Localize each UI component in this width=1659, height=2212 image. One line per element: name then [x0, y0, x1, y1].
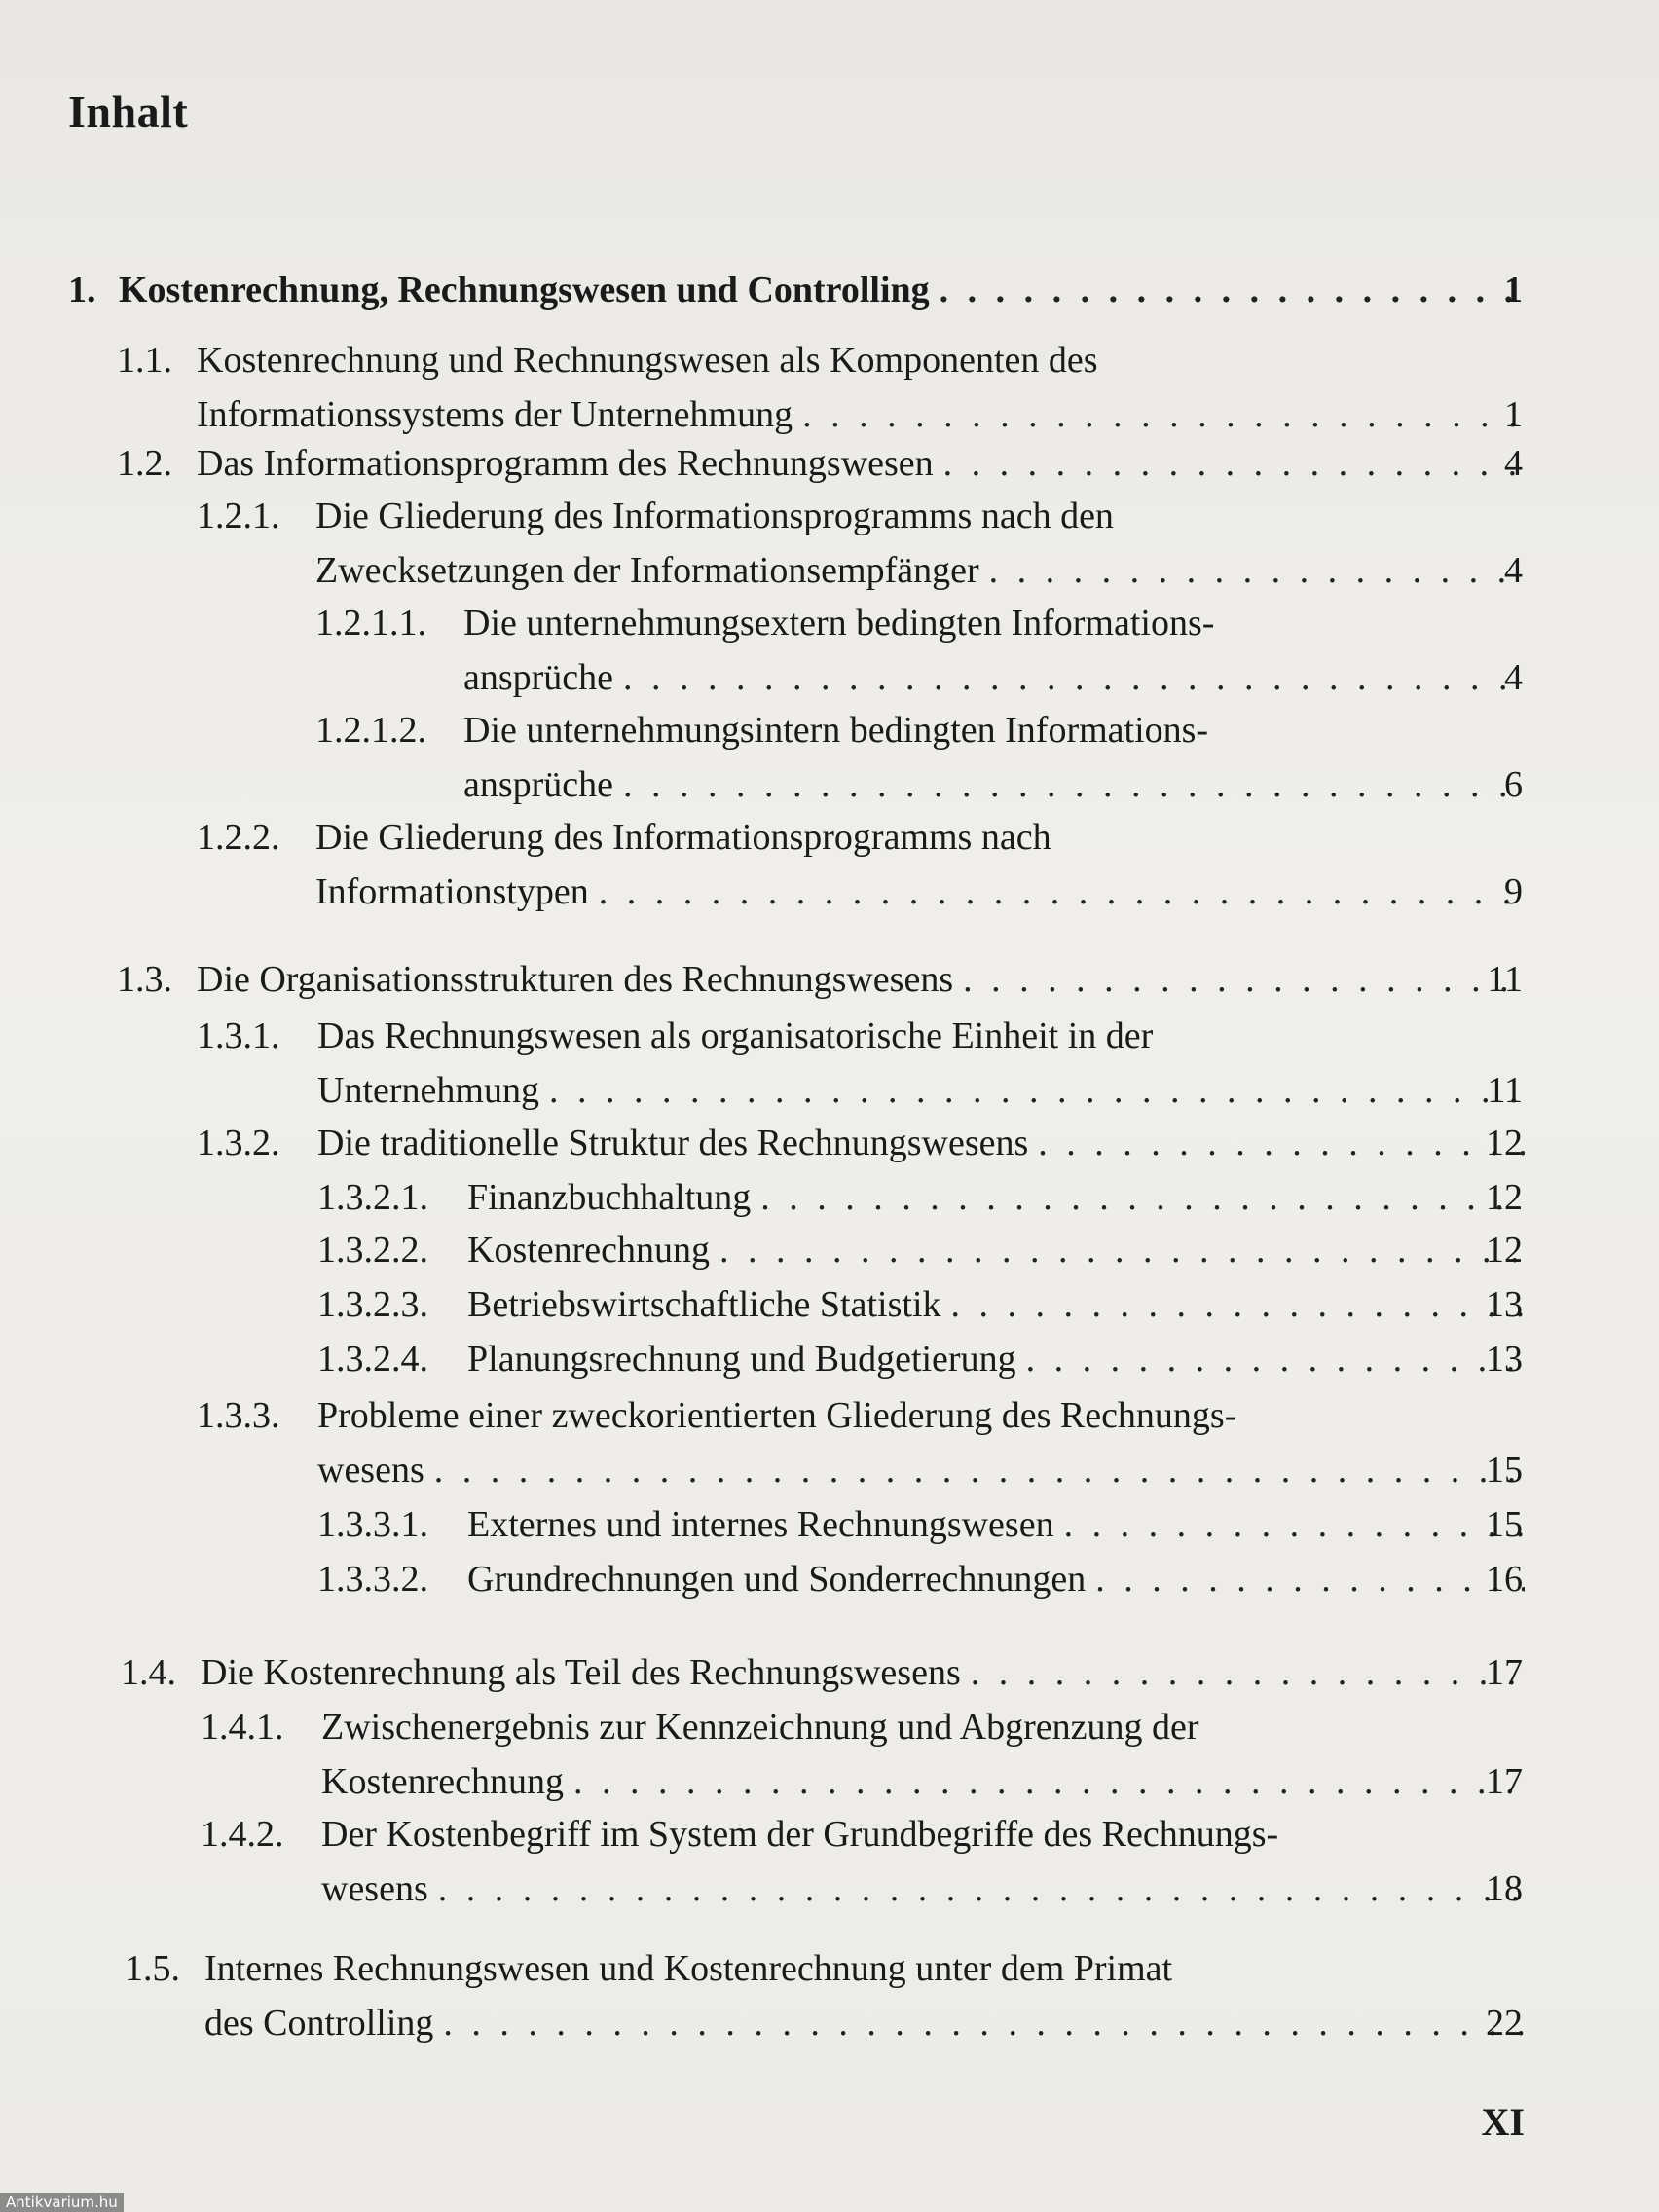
entry-title	[467, 1334, 1525, 1388]
entry-number: 1.4.2.	[201, 1814, 284, 1855]
entry-title-line: Die Gliederung des Informationsprogramms nach	[315, 817, 1051, 858]
entry-title-line: Informationstypen	[315, 871, 589, 912]
entry-title-line: Die traditionelle Struktur des Rechnungswesens	[317, 1123, 1029, 1163]
entry-title	[321, 1809, 1525, 1918]
leader-dots	[613, 652, 1525, 703]
entry-title-line: Der Kostenbegriff im System der Grundbegriffe des Rechnungs-	[321, 1814, 1279, 1855]
entry-title	[315, 491, 1525, 600]
entry-title-line: Kostenrechnung	[321, 1761, 565, 1802]
entry-title-line: Externes und internes Rechnungswesen	[467, 1504, 1054, 1545]
leader-dots	[793, 389, 1525, 440]
entry-page-number: 11	[1487, 959, 1523, 1000]
entry-number: 1.3.2.2.	[317, 1230, 428, 1271]
entry-title	[204, 1943, 1525, 2052]
entry-number: 1.2.1.1.	[315, 603, 426, 644]
entry-title	[467, 1172, 1525, 1227]
entry-title-line: Unternehmung	[317, 1070, 539, 1111]
entry-page-number: 15	[1486, 1450, 1523, 1491]
entry-number: 1.3.3.1.	[317, 1504, 428, 1545]
entry-title	[463, 705, 1525, 814]
entry-number: 1.3.2.1.	[317, 1177, 428, 1218]
entry-page-number: 13	[1486, 1284, 1523, 1325]
entry-page-number: 15	[1486, 1504, 1523, 1545]
entry-title-line: ansprüche	[463, 657, 614, 698]
entry-page-number: 16	[1486, 1559, 1523, 1600]
entry-number: 1.3.3.2.	[317, 1559, 428, 1600]
entry-title-line: wesens	[317, 1450, 424, 1491]
entry-title-line: Das Rechnungswesen als organisatorische Einheit in der	[317, 1015, 1154, 1056]
entry-title-line: Kostenrechnung, Rechnungswesen und Controlling	[119, 270, 930, 311]
leader-dots	[953, 954, 1525, 1005]
leader-dots	[424, 1445, 1525, 1495]
entry-page-number: 13	[1486, 1339, 1523, 1380]
entry-number: 1.	[68, 270, 96, 311]
entry-title-line: Probleme einer zweckorientierten Gliederung des Rechnungs-	[317, 1395, 1237, 1436]
entry-title-line: Zwischenergebnis zur Kennzeichnung und Abgrenzung der	[321, 1707, 1199, 1748]
entry-page-number: 12	[1486, 1123, 1523, 1163]
entry-page-number: 12	[1486, 1177, 1523, 1218]
entry-number: 1.2.1.	[197, 496, 280, 536]
entry-title	[317, 1390, 1525, 1499]
entry-title-line: Betriebswirtschaftliche Statistik	[467, 1284, 941, 1325]
entry-title-line: Kostenrechnung und Rechnungswesen als Komponenten des	[197, 340, 1098, 381]
leader-dots	[564, 1756, 1525, 1807]
entry-page-number: 6	[1504, 764, 1523, 805]
entry-title-line: Finanzbuchhaltung	[467, 1177, 752, 1218]
entry-title-line: Grundrechnungen und Sonderrechnungen	[467, 1559, 1087, 1600]
leader-dots	[433, 1998, 1525, 2048]
entry-number: 1.2.	[117, 443, 172, 484]
leader-dots	[539, 1065, 1525, 1116]
leader-dots	[428, 1863, 1525, 1914]
leader-dots	[930, 265, 1525, 315]
entry-number: 1.5.	[125, 1948, 180, 1989]
entry-number: 1.3.1.	[197, 1015, 280, 1056]
leader-dots	[941, 1279, 1525, 1330]
entry-title	[467, 1554, 1525, 1608]
leader-dots	[589, 866, 1525, 917]
entry-title-line: wesens	[321, 1868, 428, 1909]
entry-page-number: 4	[1504, 443, 1523, 484]
leader-dots	[934, 438, 1525, 489]
entry-page-number: 4	[1504, 657, 1523, 698]
entry-title	[317, 1118, 1525, 1172]
entry-title	[315, 812, 1525, 921]
entry-title	[467, 1279, 1525, 1334]
entry-title-line: Zwecksetzungen der Informationsempfänger	[315, 550, 979, 591]
entry-title-line: ansprüche	[463, 764, 614, 805]
entry-title-line: Kostenrechnung	[467, 1230, 711, 1271]
entry-page-number: 1	[1504, 270, 1523, 311]
leader-dots	[613, 759, 1525, 810]
entry-title-line: Die Kostenrechnung als Teil des Rechnungswesens	[201, 1652, 961, 1693]
entry-page-number: 4	[1504, 550, 1523, 591]
leader-dots	[979, 545, 1525, 596]
entry-page-number: 17	[1486, 1761, 1523, 1802]
toc-heading: Inhalt	[68, 87, 189, 136]
entry-number: 1.2.1.2.	[315, 710, 426, 751]
entry-page-number: 11	[1487, 1070, 1523, 1111]
entry-page-number: 22	[1486, 2003, 1523, 2044]
entry-page-number: 18	[1486, 1868, 1523, 1909]
entry-title	[321, 1702, 1525, 1811]
watermark: Antikvarium.hu	[0, 2193, 124, 2212]
entry-number: 1.4.1.	[201, 1707, 284, 1748]
entry-number: 1.4.	[121, 1652, 176, 1693]
leader-dots	[1016, 1334, 1525, 1384]
entry-title	[197, 438, 1525, 493]
leader-dots	[710, 1225, 1525, 1275]
entry-title	[119, 265, 1525, 319]
entry-title	[197, 335, 1525, 444]
entry-title	[197, 954, 1525, 1009]
entry-number: 1.3.2.	[197, 1123, 280, 1163]
leader-dots	[961, 1647, 1525, 1698]
entry-title-line: Das Informationsprogramm des Rechnungswesen	[197, 443, 934, 484]
leader-dots	[1028, 1118, 1525, 1168]
entry-number: 1.2.2.	[197, 817, 280, 858]
entry-title	[317, 1011, 1525, 1120]
entry-title	[201, 1647, 1525, 1702]
entry-title-line: Die unternehmungsextern bedingten Informations-	[463, 603, 1215, 644]
entry-title-line: Informationssystems der Unternehmung	[197, 394, 793, 435]
entry-title-line: Die unternehmungsintern bedingten Informations-	[463, 710, 1209, 751]
entry-number: 1.3.	[117, 959, 172, 1000]
entry-title-line: Planungsrechnung und Budgetierung	[467, 1339, 1016, 1380]
entry-number: 1.3.2.4.	[317, 1339, 428, 1380]
entry-title-line: Internes Rechnungswesen und Kostenrechnung unter dem Primat	[204, 1948, 1173, 1989]
entry-page-number: 17	[1486, 1652, 1523, 1693]
entry-page-number: 1	[1504, 394, 1523, 435]
entry-title-line: Die Gliederung des Informationsprogramms nach den	[315, 496, 1114, 536]
entry-title-line: Die Organisationsstrukturen des Rechnungswesens	[197, 959, 954, 1000]
leader-dots	[751, 1172, 1525, 1223]
entry-number: 1.3.2.3.	[317, 1284, 428, 1325]
entry-title	[467, 1499, 1525, 1554]
entry-page-number: 12	[1486, 1230, 1523, 1271]
page-folio: XI	[1481, 2100, 1525, 2144]
entry-title-line: des Controlling	[204, 2003, 434, 2044]
entry-page-number: 9	[1504, 871, 1523, 912]
entry-number: 1.3.3.	[197, 1395, 280, 1436]
entry-title	[463, 598, 1525, 707]
entry-number: 1.1.	[117, 340, 172, 381]
entry-title	[467, 1225, 1525, 1279]
